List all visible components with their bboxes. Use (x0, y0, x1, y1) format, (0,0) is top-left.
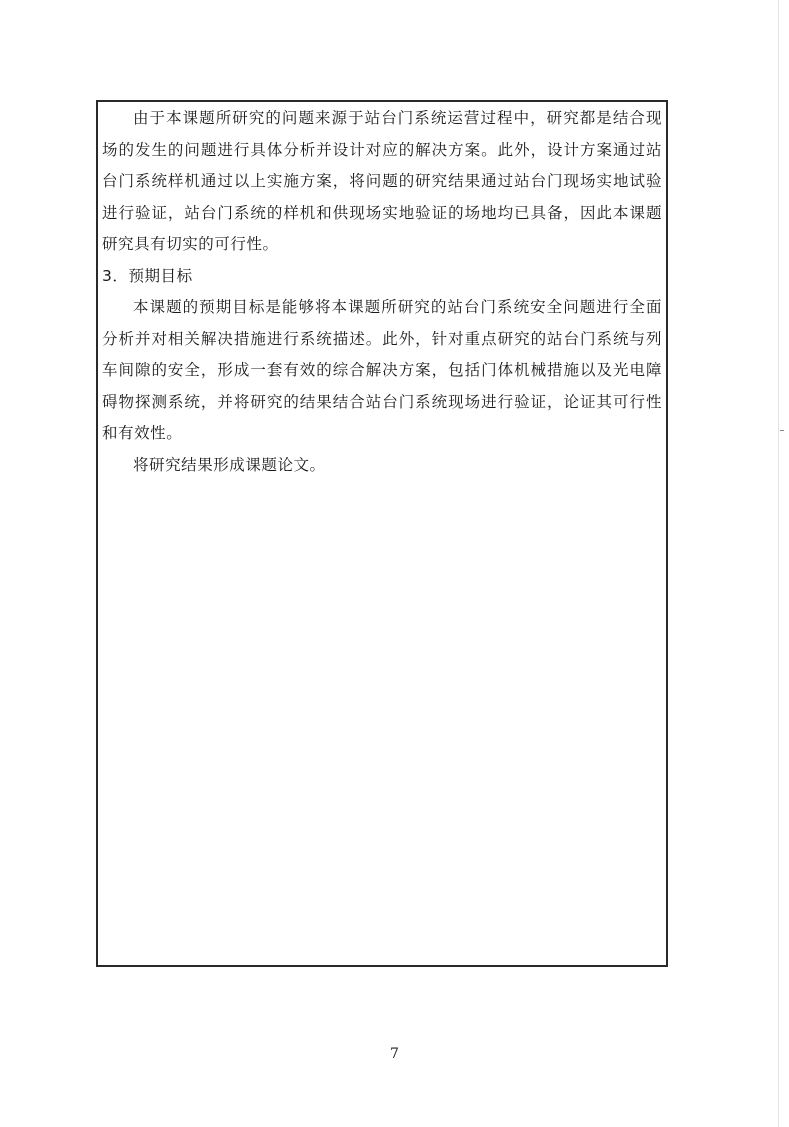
section-heading-expected-goals: 3．预期目标 (102, 266, 193, 285)
thesis-paragraph: 将研究结果形成课题论文。 (133, 455, 326, 474)
scan-edge-line (778, 0, 779, 1127)
page-number: 7 (390, 1046, 399, 1062)
expected-goals-paragraph: 本课题的预期目标是能够将本课题所研究的站台门系统安全问题进行全面分析并对相关解决措施进行系统描述。此外，针对重点研究的站台门系统与列车间隙的安全，形成一套有效的综合解决方案，包括门体机械措施以及光电障碍物探测系统，并将研究的结果结合站台门系统现场进行验证，论证其可行性和有效性。 (102, 298, 662, 442)
content-body (102, 103, 662, 481)
feasibility-paragraph: 由于本课题所研究的问题来源于站台门系统运营过程中，研究都是结合现场的发生的问题进行具体分析并设计对应的解决方案。此外，设计方案通过站台门系统样机通过以上实施方案，将问题的研究结果通过站台门现场实地试验进行验证，站台门系统的样机和供现场实地验证的场地均已具备，因此本课题研究具有切实的可行性。 (102, 109, 662, 253)
scan-edge-mark (780, 430, 784, 431)
